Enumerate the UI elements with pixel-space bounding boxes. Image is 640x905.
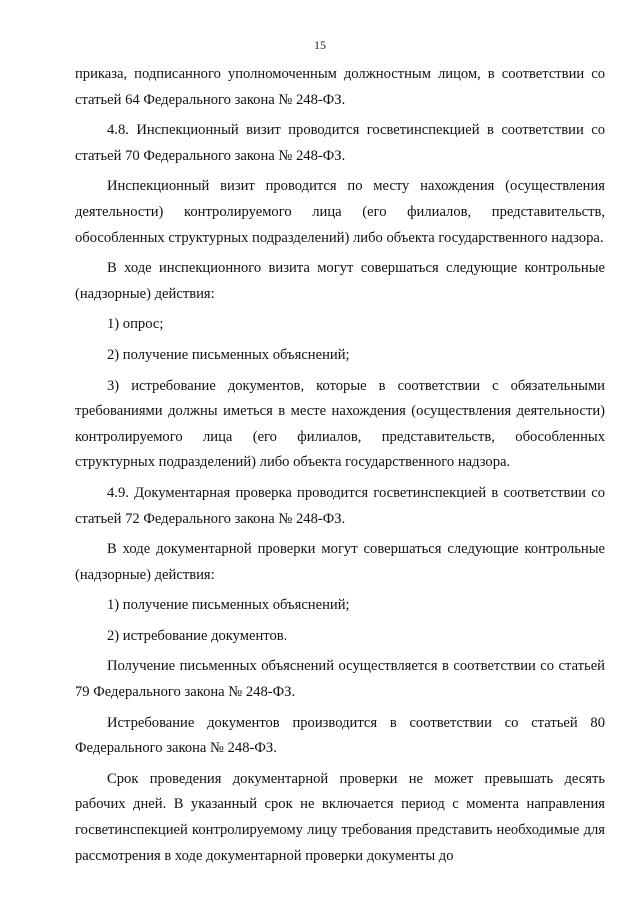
list-item-survey: 1) опрос; — [107, 316, 164, 333]
paragraph-explanations-article-79: Получение письменных объяснений осуществляется в соответствии со статьей 79 Федерального закона № 248-ФЗ. — [75, 658, 605, 701]
paragraph-inspection-actions-intro: В ходе инспекционного визита могут совершаться следующие контрольные (надзорные) действия: — [75, 260, 605, 302]
list-item-written-explanations: 2) получение письменных объяснений; — [107, 346, 350, 363]
list-item-doc-document-request: 2) истребование документов. — [107, 627, 288, 644]
paragraph-documentary-actions-intro: В ходе документарной проверки могут совершаться следующие контрольные (надзорные) действия: — [75, 541, 605, 583]
document-body — [75, 62, 605, 869]
paragraph-4-9: 4.9. Документарная проверка проводится госветинспекцией в соответствии со статьей 72 Федерального закона № 248-ФЗ. — [75, 484, 605, 527]
paragraph-inspection-location: Инспекционный визит проводится по месту нахождения (осуществления деятельности) контролируемого лица (его филиалов, представительств, обособленных структурных подразделений) либо объекта государственного надзора. — [75, 178, 605, 246]
paragraph-4-8: 4.8. Инспекционный визит проводится госветинспекцией в соответствии со статьей 70 Федерального закона № 248-ФЗ. — [75, 122, 605, 164]
paragraph-documentary-term: Срок проведения документарной проверки не может превышать десять рабочих дней. В указанный срок не включается период с момента направления госветинспекцией контролируемому лицу требования представить необходимые для рассмотрения в ходе документарной проверки документы до — [75, 770, 605, 864]
list-item-doc-written-explanations: 1) получение письменных объяснений; — [107, 597, 350, 614]
page-number: 15 — [314, 38, 326, 52]
list-item-document-request: 3) истребование документов, которые в соответствии с обязательными требованиями должны иметься в месте нахождения (осуществления деятельности) контролируемого лица (его филиалов, представительств, обособленных структурных подразделений) либо объекта государственного надзора. — [75, 377, 605, 471]
paragraph-continuation: приказа, подписанного уполномоченным должностным лицом, в соответствии со статьей 64 Федерального закона № 248-ФЗ. — [75, 66, 605, 108]
paragraph-documents-article-80: Истребование документов производится в соответствии со статьей 80 Федерального закона № 248-ФЗ. — [75, 714, 605, 757]
